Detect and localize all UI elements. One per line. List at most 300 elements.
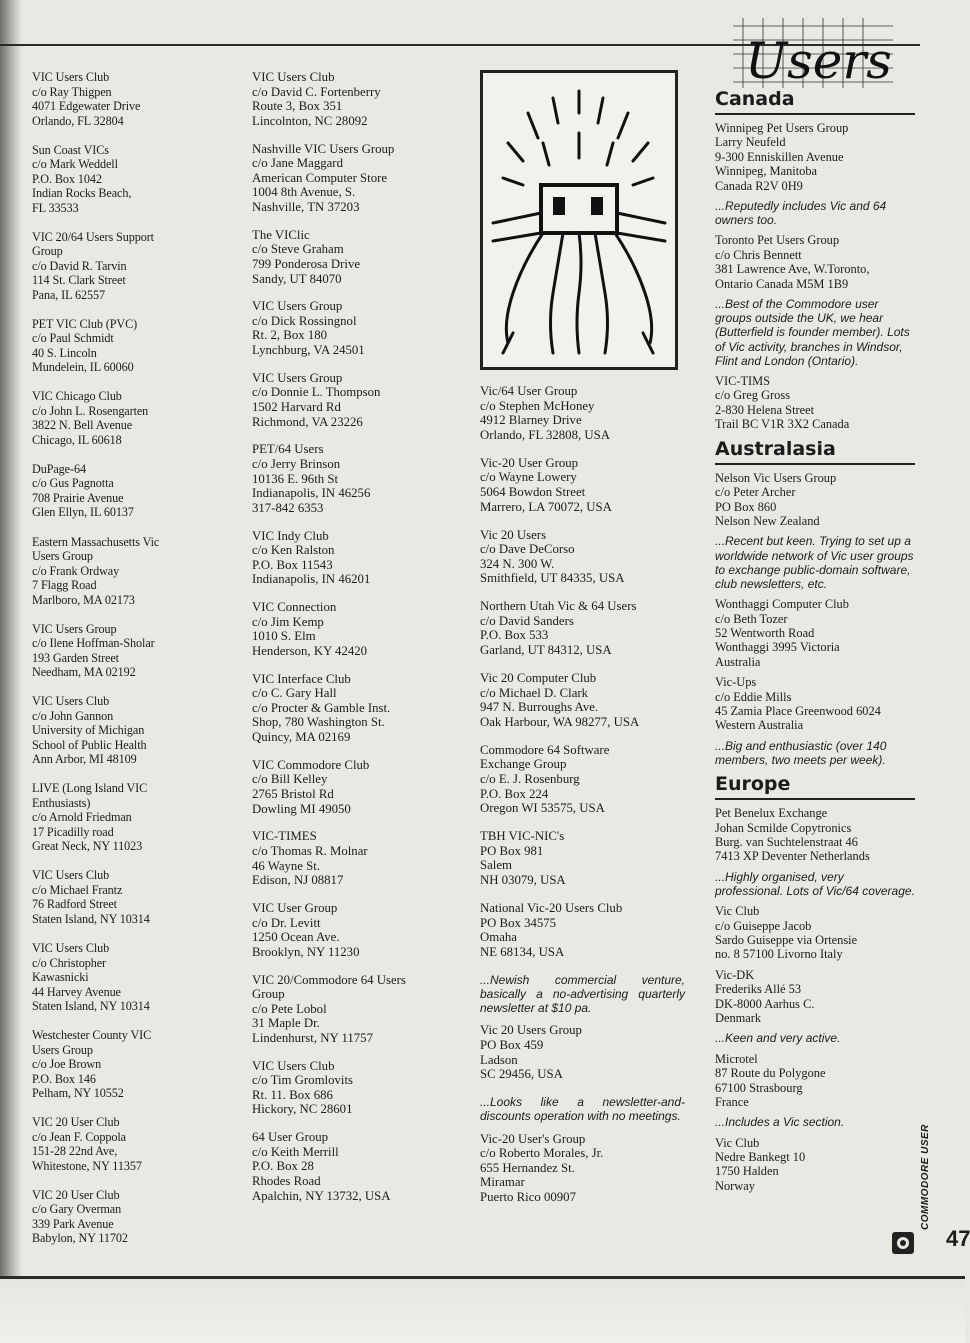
address-line: PO Box 459 [480, 1037, 544, 1052]
heading-europe: Europe [715, 773, 915, 800]
address-line: Staten Island, NY 10314 [32, 999, 150, 1014]
address-line: 31 Maple Dr. [252, 1016, 320, 1031]
address-line: c/o Mark Weddell [32, 157, 118, 172]
group-name: VIC Users Club [252, 70, 335, 84]
user-group-entry [480, 384, 685, 442]
address-line: Sardo Guiseppe via Ortensie [715, 933, 858, 948]
address-line: Omaha [480, 930, 517, 945]
address-line: P.O. Box 146 [32, 1071, 96, 1086]
address-line: Winnipeg, Manitoba [715, 164, 818, 179]
group-name: PET/64 Users [252, 442, 324, 457]
group-name: National Vic-20 Users Club [480, 900, 623, 915]
address-line: c/o Jean F. Coppola [32, 1129, 126, 1144]
user-group-entry [715, 597, 915, 669]
group-comment: ...Keen and very active. [715, 1031, 841, 1046]
address-line: Pelham, NY 10552 [32, 1086, 124, 1101]
user-group-entry [32, 535, 237, 608]
address-line: Oak Harbour, WA 98277, USA [480, 714, 640, 729]
address-line: Trail BC V1R 3X2 Canada [715, 417, 850, 432]
address-line: 324 N. 300 W. [480, 556, 555, 571]
address-line: Group [252, 987, 285, 1002]
address-line: Wonthaggi 3995 Victoria [715, 640, 840, 655]
address-line: P.O. Box 28 [252, 1159, 314, 1174]
address-line: Ladson [480, 1052, 518, 1067]
address-line: 317-842 6353 [252, 500, 324, 515]
address-line: Sandy, UT 84070 [252, 271, 342, 286]
address-line: 1502 Harvard Rd [252, 400, 341, 415]
user-group-entry [715, 1136, 915, 1194]
address-line: 1750 Halden [715, 1164, 779, 1179]
user-group-entry [252, 529, 462, 587]
address-line: Staten Island, NY 10314 [32, 911, 150, 926]
group-name: Northern Utah Vic & 64 Users [480, 599, 637, 614]
address-line: Users Group [32, 549, 93, 564]
user-group-entry [252, 299, 462, 357]
user-group-entry [252, 672, 462, 745]
user-group-entry [715, 968, 915, 1026]
group-name: VIC 20 User Club [32, 1115, 120, 1130]
user-group-entry [252, 973, 462, 1046]
address-line: France [715, 1094, 749, 1109]
address-line: Nelson New Zealand [715, 513, 820, 528]
address-line: Lindenhurst, NY 11757 [252, 1030, 373, 1045]
address-line: Australia [715, 654, 761, 669]
address-line: 381 Lawrence Ave, W.Toronto, [715, 262, 870, 277]
user-group-entry [480, 671, 685, 729]
group-comment: ...Best of the Commodore user groups outside the UK, we hear (Butterfield is founder member). Lots of Vic activity, branches in Windsor, Flint and London (Ontario). [715, 297, 910, 368]
address-line: 799 Ponderosa Drive [252, 256, 361, 271]
user-group-entry [32, 462, 237, 520]
user-group-entry [32, 143, 237, 216]
user-group-entry [252, 228, 462, 286]
user-group-entry [715, 675, 915, 733]
address-line: Ann Arbor, MI 48109 [32, 752, 137, 767]
group-name: Vic Club [715, 904, 760, 919]
address-line: Glen Ellyn, IL 60137 [32, 505, 134, 520]
address-line: Pana, IL 62557 [32, 287, 105, 302]
user-group-entry [480, 743, 685, 816]
address-line: Kawasnicki [32, 970, 89, 985]
address-line: Marrero, LA 70072, USA [480, 499, 612, 514]
user-group-entry [252, 371, 462, 429]
group-name: Nashville VIC Users Group [252, 141, 395, 156]
group-name: Microtel [715, 1051, 758, 1066]
address-line: Rt. 2, Box 180 [252, 328, 328, 343]
user-group-entry [252, 600, 462, 658]
address-line: 1250 Ocean Ave. [252, 930, 340, 945]
group-name: Vic/64 User Group [480, 384, 578, 398]
logo-text: Users [745, 32, 892, 90]
group-name: Wonthaggi Computer Club [715, 597, 849, 612]
group-comment: ...Reputedly includes Vic and 64 owners too. [715, 199, 887, 228]
address-line: c/o Michael D. Clark [480, 685, 589, 700]
address-line: 5064 Bowdon Street [480, 484, 586, 499]
group-name: DuPage-64 [32, 461, 86, 476]
address-line: c/o Peter Archer [715, 485, 796, 500]
address-line: 40 S. Lincoln [32, 345, 97, 360]
group-name: VIC Users Club [32, 941, 110, 956]
address-line: SC 29456, USA [480, 1067, 563, 1082]
address-line: Brooklyn, NY 11230 [252, 944, 360, 959]
address-line: PO Box 981 [480, 843, 544, 858]
address-line: c/o C. Gary Hall [252, 686, 337, 701]
column-us-groups-3 [480, 384, 685, 1218]
address-line: Indian Rocks Beach, [32, 186, 132, 201]
address-line: Rhodes Road [252, 1174, 321, 1189]
user-group-entry [252, 1130, 462, 1203]
user-group-entry [252, 442, 462, 515]
address-line: Oregon WI 53575, USA [480, 801, 605, 816]
address-line: c/o Tim Gromlovits [252, 1073, 353, 1088]
address-line: Shop, 780 Washington St. [252, 715, 385, 730]
user-group-entry [252, 829, 462, 887]
address-line: Nashville, TN 37203 [252, 199, 360, 214]
address-line: Burg. van Suchtelenstraat 46 [715, 835, 858, 850]
address-line: Route 3, Box 351 [252, 99, 343, 114]
address-line: Frederiks Allé 53 [715, 982, 802, 997]
address-line: FL 33533 [32, 200, 79, 215]
user-group-entry [32, 868, 237, 926]
group-name: Winnipeg Pet Users Group [715, 121, 849, 135]
address-line: c/o Ray Thigpen [32, 84, 112, 99]
address-line: Rt. 11. Box 686 [252, 1087, 333, 1102]
address-line: 45 Zamia Place Greenwood 6024 [715, 703, 881, 718]
group-name: Vic 20 Users [480, 527, 547, 542]
group-name: VIC Chicago Club [32, 389, 122, 404]
address-line: c/o Beth Tozer [715, 611, 788, 626]
group-name: VIC Users Group [252, 370, 343, 385]
page-binding-edge [0, 0, 22, 1343]
user-group-entry [32, 389, 237, 447]
group-name: Vic-20 User Group [480, 455, 579, 470]
group-comment: ...Big and enthusiastic (over 140 members, two meets per week). [715, 738, 887, 767]
address-line: 76 Radford Street [32, 897, 117, 912]
vic-sketch-icon [483, 73, 675, 367]
address-line: Needham, MA 02192 [32, 665, 136, 680]
address-line: PO Box 34575 [480, 915, 557, 930]
user-group-entry [32, 317, 237, 375]
group-name: Vic 20 Computer Club [480, 671, 597, 686]
bottom-rule [0, 1276, 965, 1279]
address-line: Lynchburg, VA 24501 [252, 343, 365, 358]
column-us-groups-1 [32, 70, 237, 1260]
address-line: 17 Picadilly road [32, 824, 114, 839]
heading-australasia: Australasia [715, 438, 915, 465]
user-group-entry [252, 901, 462, 959]
group-name: Toronto Pet Users Group [715, 233, 840, 248]
page-number: 47 [946, 1226, 970, 1251]
address-line: c/o Michael Frantz [32, 882, 123, 897]
user-group-entry [715, 121, 915, 193]
group-name: 64 User Group [252, 1130, 329, 1145]
address-line: c/o Greg Gross [715, 388, 791, 403]
address-line: Exchange Group [480, 757, 567, 772]
address-line: c/o John Gannon [32, 708, 114, 723]
user-group-entry [480, 456, 685, 514]
address-line: 193 Garden Street [32, 650, 119, 665]
address-line: c/o David C. Fortenberry [252, 84, 381, 99]
address-line: c/o Ilene Hoffman-Sholar [32, 636, 155, 651]
group-name: Vic-20 User's Group [480, 1131, 586, 1146]
group-name: Commodore 64 Software [480, 742, 610, 757]
group-name: VIC 20/Commodore 64 Users [252, 972, 406, 987]
user-group-entry [252, 142, 462, 215]
canada-list [715, 121, 915, 432]
user-group-entry [480, 1023, 685, 1081]
address-line: American Computer Store [252, 170, 388, 185]
vic-illustration [480, 70, 678, 370]
address-line: Babylon, NY 11702 [32, 1231, 128, 1246]
address-line: 114 St. Clark Street [32, 273, 126, 288]
address-line: c/o Guiseppe Jacob [715, 918, 812, 933]
users-logo [733, 18, 893, 94]
address-line: c/o Ken Ralston [252, 543, 335, 558]
group-name: Vic-Ups [715, 675, 757, 690]
group-name: Vic Club [715, 1135, 760, 1150]
address-line: 947 N. Burroughs Ave. [480, 700, 599, 715]
address-line: 151-28 22nd Ave, [32, 1144, 118, 1159]
address-line: c/o Roberto Morales, Jr. [480, 1146, 604, 1161]
address-line: c/o Donnie L. Thompson [252, 385, 381, 400]
group-name: VIC Users Club [252, 1058, 335, 1073]
address-line: Johan Scmilde Copytronics [715, 820, 852, 835]
address-line: 9-300 Enniskillen Avenue [715, 149, 844, 164]
address-line: 339 Park Avenue [32, 1216, 114, 1231]
column-international-groups [715, 86, 915, 1199]
address-line: c/o Dave DeCorso [480, 542, 575, 557]
user-group-entry [715, 471, 915, 529]
address-line: NH 03079, USA [480, 872, 566, 887]
group-name: Pet Benelux Exchange [715, 806, 828, 821]
address-line: 655 Hernandez St. [480, 1160, 575, 1175]
address-line: 4071 Edgewater Drive [32, 99, 141, 113]
address-line: Edison, NJ 08817 [252, 873, 344, 888]
address-line: Salem [480, 858, 512, 873]
group-comment: ...Includes a Vic section. [715, 1115, 845, 1130]
group-name: VIC 20/64 Users Support [32, 229, 154, 244]
user-group-entry [715, 233, 915, 291]
address-line: 2-830 Helena Street [715, 402, 815, 417]
address-line: c/o Eddie Mills [715, 689, 792, 704]
user-group-entry [32, 1028, 237, 1101]
address-line: Denmark [715, 1011, 762, 1026]
page-number-wrap [920, 1226, 970, 1252]
address-line: 52 Wentworth Road [715, 625, 815, 640]
group-comment: ...Recent but keen. Trying to set up a worldwide network of Vic user groups to exchange public-domain software, club newsletters, etc. [715, 534, 914, 591]
address-line: c/o Jane Maggard [252, 156, 343, 171]
group-name: VIC Users Group [252, 299, 343, 314]
user-group-entry [480, 901, 685, 959]
address-line: Apalchin, NY 13732, USA [252, 1188, 391, 1203]
address-line: c/o David R. Tarvin [32, 258, 127, 273]
address-line: 67100 Strasbourg [715, 1080, 803, 1095]
address-line: 4912 Blarney Drive [480, 413, 582, 428]
user-group-entry [480, 829, 685, 887]
column-us-groups-2 [252, 70, 462, 1216]
address-line: Puerto Rico 00907 [480, 1189, 576, 1204]
address-line: 708 Prairie Avenue [32, 490, 124, 505]
group-name: Sun Coast VICs [32, 142, 109, 157]
user-group-entry [480, 599, 685, 657]
address-line: c/o Chris Bennett [715, 247, 802, 262]
user-group-entry [480, 528, 685, 586]
address-line: Nedre Bankegt 10 [715, 1149, 806, 1164]
user-group-entry [32, 1115, 237, 1173]
address-line: c/o David Sanders [480, 613, 574, 628]
group-name: VIC User Group [252, 900, 338, 915]
page-marker-icon [892, 1232, 914, 1254]
address-line: P.O. Box 533 [480, 628, 549, 643]
group-comment: ...Newish commercial venture, basically a no-advertising quarterly newsletter at $10 pa. [480, 972, 685, 1016]
group-name: VIC Connection [252, 600, 337, 615]
europe-list [715, 806, 915, 1193]
address-line: c/o Christopher [32, 955, 106, 970]
address-line: Orlando, FL 32808, USA [480, 427, 610, 442]
address-line: c/o Frank Ordway [32, 563, 120, 578]
user-group-entry [715, 806, 915, 864]
group-name: TBH VIC-NIC's [480, 829, 565, 844]
address-line: c/o Bill Kelley [252, 772, 328, 787]
address-line: c/o Wayne Lowery [480, 470, 577, 485]
address-line: c/o Thomas R. Molnar [252, 844, 368, 858]
heading-canada: Canada [715, 88, 915, 115]
group-name: VIC-TIMS [715, 374, 771, 389]
address-line: Users Group [32, 1042, 93, 1057]
address-line: Hickory, NC 28601 [252, 1102, 353, 1117]
group-name: VIC Interface Club [252, 671, 351, 686]
group-name: LIVE (Long Island VIC [32, 781, 148, 796]
group-name: VIC Users Club [32, 70, 110, 84]
address-line: c/o Dick Rossingnol [252, 313, 357, 328]
address-line: Western Australia [715, 718, 804, 733]
address-line: Mundelein, IL 60060 [32, 360, 134, 375]
user-group-entry [32, 941, 237, 1014]
address-line: 46 Wayne St. [252, 858, 321, 873]
group-name: VIC Users Club [32, 694, 110, 709]
group-name: Westchester County VIC [32, 1028, 152, 1043]
address-line: 7413 XP Deventer Netherlands [715, 849, 870, 864]
address-line: c/o Gus Pagnotta [32, 476, 114, 491]
address-line: Norway [715, 1178, 755, 1193]
user-group-entry [32, 230, 237, 303]
address-line: 44 Harvey Avenue [32, 984, 121, 999]
address-line: c/o Joe Brown [32, 1057, 102, 1072]
address-line: P.O. Box 224 [480, 786, 549, 801]
user-group-entry [32, 622, 237, 680]
address-line: PO Box 860 [715, 499, 777, 514]
group-name: VIC Users Club [32, 868, 110, 883]
address-line: c/o Jerry Brinson [252, 457, 341, 471]
address-line: Orlando, FL 32804 [32, 113, 124, 128]
group-comment: ...Looks like a newsletter-and-discounts operation with no meetings. [480, 1095, 685, 1124]
user-group-entry [32, 781, 237, 854]
address-line: Whitestone, NY 11357 [32, 1158, 142, 1173]
user-group-entry [32, 1188, 237, 1246]
group-name: VIC Users Group [32, 621, 117, 636]
address-line: c/o Jim Kemp [252, 614, 324, 629]
user-group-entry [715, 904, 915, 962]
address-line: Group [32, 244, 63, 259]
address-line: 10136 E. 96th St [252, 471, 339, 486]
group-name: Eastern Massachusetts Vic [32, 534, 160, 549]
address-line: Quincy, MA 02169 [252, 730, 351, 745]
address-line: Richmond, VA 23226 [252, 414, 363, 429]
address-line: 7 Flagg Road [32, 578, 97, 593]
user-group-entry [715, 1052, 915, 1110]
address-line: 1010 S. Elm [252, 629, 316, 644]
group-name: Nelson Vic Users Group [715, 470, 837, 485]
group-comment: ...Highly organised, very professional. Lots of Vic/64 coverage. [715, 869, 915, 899]
address-line: Miramar [480, 1175, 525, 1190]
address-line: c/o Stephen McHoney [480, 398, 595, 413]
address-line: Marlboro, MA 02173 [32, 592, 135, 607]
group-name: The VIClic [252, 227, 310, 242]
address-line: 87 Route du Polygone [715, 1066, 826, 1081]
user-group-entry [32, 70, 237, 128]
address-line: c/o Dr. Levitt [252, 915, 321, 930]
group-name: VIC Indy Club [252, 528, 329, 543]
australasia-list [715, 471, 915, 768]
group-name: PET VIC Club (PVC) [32, 316, 138, 331]
address-line: c/o Pete Lobol [252, 1001, 327, 1016]
address-line: Larry Neufeld [715, 135, 786, 150]
address-line: Enthusiasts) [32, 795, 91, 810]
magazine-side-label: COMMODORE USER [920, 1124, 931, 1230]
address-line: Chicago, IL 60618 [32, 432, 122, 447]
address-line: DK-8000 Aarhus C. [715, 996, 815, 1011]
address-line: Canada R2V 0H9 [715, 178, 803, 193]
address-line: University of Michigan [32, 723, 145, 738]
user-group-entry [252, 758, 462, 816]
address-line: Great Neck, NY 11023 [32, 839, 143, 854]
address-line: no. 8 57100 Livorno Italy [715, 947, 843, 962]
address-line: Garland, UT 84312, USA [480, 643, 612, 658]
address-line: c/o Paul Schmidt [32, 331, 114, 346]
user-group-entry [252, 1059, 462, 1117]
user-group-entry [32, 694, 237, 767]
address-line: Smithfield, UT 84335, USA [480, 571, 625, 586]
group-name: VIC-TIMES [252, 829, 317, 844]
address-line: c/o Arnold Friedman [32, 810, 132, 825]
group-name: VIC 20 User Club [32, 1187, 120, 1202]
user-group-entry [715, 374, 915, 432]
group-name: Vic 20 Users Group [480, 1023, 582, 1038]
address-line: c/o Gary Overman [32, 1202, 122, 1217]
user-group-entry [252, 70, 462, 128]
address-line: 1004 8th Avenue, S. [252, 185, 356, 200]
group-name: VIC Commodore Club [252, 757, 370, 772]
address-line: Indianapolis, IN 46256 [252, 486, 371, 501]
address-line: P.O. Box 1042 [32, 171, 102, 186]
address-line: Lincolnton, NC 28092 [252, 113, 368, 128]
address-line: P.O. Box 11543 [252, 557, 333, 572]
address-line: Indianapolis, IN 46201 [252, 572, 371, 587]
page-bottom-margin [0, 1278, 965, 1343]
address-line: 3822 N. Bell Avenue [32, 418, 133, 433]
address-line: c/o Keith Merrill [252, 1144, 339, 1159]
address-line: c/o E. J. Rosenburg [480, 772, 580, 787]
address-line: NE 68134, USA [480, 944, 565, 959]
address-line: c/o John L. Rosengarten [32, 403, 149, 418]
address-line: Ontario Canada M5M 1B9 [715, 276, 849, 291]
address-line: School of Public Health [32, 737, 147, 752]
address-line: c/o Procter & Gamble Inst. [252, 700, 391, 715]
address-line: c/o Steve Graham [252, 242, 344, 257]
address-line: 2765 Bristol Rd [252, 787, 334, 802]
address-line: Dowling MI 49050 [252, 801, 351, 816]
address-line: Henderson, KY 42420 [252, 643, 368, 658]
user-group-entry [480, 1132, 685, 1205]
